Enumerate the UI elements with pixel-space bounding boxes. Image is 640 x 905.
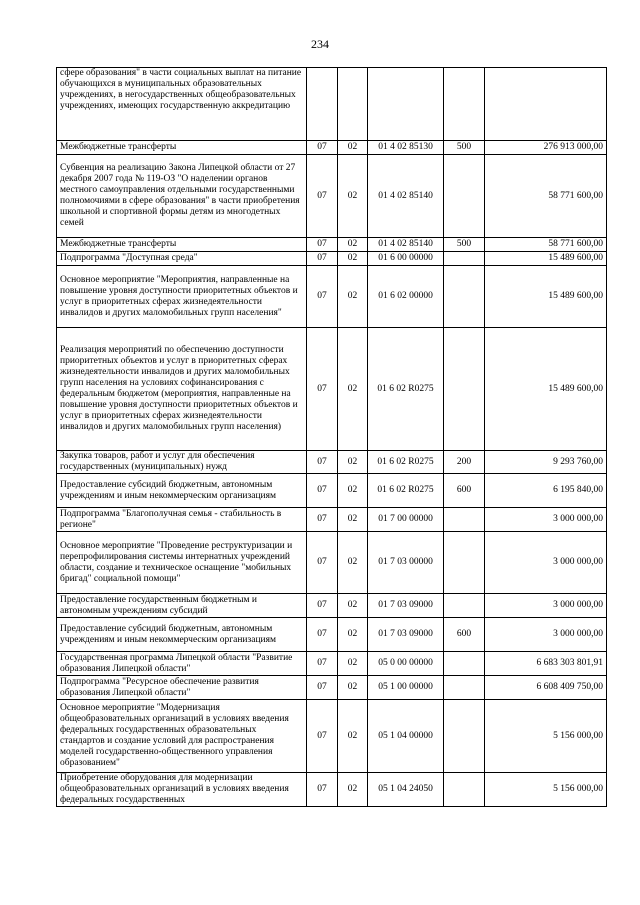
row-name: Основное мероприятие "Модернизация общеобразовательных организаций в условиях введения федеральных государственных образовательных стандартов и создание условий для распространения моделей государственно-общественного управления образованием" (57, 700, 307, 773)
table-row (57, 474, 607, 508)
row-target-item: 05 1 04 00000 (368, 700, 444, 773)
row-subsection: 02 (338, 141, 368, 155)
row-section: 07 (307, 141, 338, 155)
row-section: 07 (307, 773, 338, 807)
row-subsection: 02 (338, 700, 368, 773)
row-section: 07 (307, 652, 338, 676)
row-amount: 3 000 000,00 (485, 532, 607, 594)
row-amount: 276 913 000,00 (485, 141, 607, 155)
table-row (57, 266, 607, 328)
table-row (57, 141, 607, 155)
row-amount: 58 771 600,00 (485, 238, 607, 252)
row-name: Основное мероприятие "Мероприятия, направленные на повышение уровня доступности приоритетных объектов и услуг в приоритетных сферах жизнедеятельности инвалидов и других маломобильных групп населения" (57, 266, 307, 328)
row-expense-type (444, 508, 485, 532)
row-target-item: 01 7 03 09000 (368, 618, 444, 652)
page-number: 234 (311, 37, 329, 51)
row-target-item: 01 7 03 00000 (368, 532, 444, 594)
row-target-item: 01 4 02 85140 (368, 155, 444, 238)
row-subsection: 02 (338, 618, 368, 652)
row-amount (485, 68, 607, 141)
row-expense-type (444, 252, 485, 266)
table-row (57, 328, 607, 451)
row-subsection: 02 (338, 773, 368, 807)
row-section: 07 (307, 238, 338, 252)
row-amount: 15 489 600,00 (485, 252, 607, 266)
row-section: 07 (307, 451, 338, 474)
row-name: Подпрограмма "Ресурсное обеспечение развития образования Липецкой области" (57, 676, 307, 700)
row-name: сфере образования" в части социальных выплат на питание обучающихся в муниципальных образовательных учреждениях, в негосударственных общеобразовательных учреждениях, имеющих государственную аккредитацию (57, 68, 307, 141)
row-name: Закупка товаров, работ и услуг для обеспечения государственных (муниципальных) нужд (57, 451, 307, 474)
table-row (57, 594, 607, 618)
row-expense-type (444, 652, 485, 676)
row-amount: 5 156 000,00 (485, 700, 607, 773)
table-row (57, 451, 607, 474)
row-section: 07 (307, 252, 338, 266)
row-expense-type (444, 266, 485, 328)
table-row (57, 618, 607, 652)
row-target-item: 01 4 02 85140 (368, 238, 444, 252)
row-subsection: 02 (338, 252, 368, 266)
row-target-item: 01 7 03 09000 (368, 594, 444, 618)
row-expense-type (444, 532, 485, 594)
row-expense-type (444, 700, 485, 773)
row-name: Реализация мероприятий по обеспечению доступности приоритетных объектов и услуг в приоритетных сферах жизнедеятельности инвалидов и других маломобильных групп населения на условиях софинансирования с федеральным бюджетом (мероприятия, направленные на повышение уровня доступности приоритетных объектов и услуг в приоритетных сферах жизнедеятельности инвалидов и других маломобильных групп населения) (57, 328, 307, 451)
row-name: Подпрограмма "Доступная среда" (57, 252, 307, 266)
row-name: Государственная программа Липецкой области "Развитие образования Липецкой области" (57, 652, 307, 676)
table-row (57, 652, 607, 676)
budget-table (56, 67, 607, 807)
row-amount: 3 000 000,00 (485, 508, 607, 532)
row-amount: 58 771 600,00 (485, 155, 607, 238)
row-amount: 3 000 000,00 (485, 618, 607, 652)
row-subsection: 02 (338, 155, 368, 238)
table-row (57, 68, 607, 141)
row-section: 07 (307, 328, 338, 451)
row-amount: 15 489 600,00 (485, 266, 607, 328)
row-section: 07 (307, 618, 338, 652)
row-expense-type (444, 68, 485, 141)
table-row (57, 508, 607, 532)
row-expense-type: 500 (444, 141, 485, 155)
row-section: 07 (307, 474, 338, 508)
row-subsection: 02 (338, 474, 368, 508)
row-section (307, 68, 338, 141)
table-row (57, 773, 607, 807)
table-row (57, 238, 607, 252)
row-section: 07 (307, 508, 338, 532)
table-row (57, 700, 607, 773)
row-target-item: 01 6 02 R0275 (368, 451, 444, 474)
row-subsection: 02 (338, 238, 368, 252)
row-name: Предоставление субсидий бюджетным, автономным учреждениям и иным некоммерческим организациям (57, 474, 307, 508)
row-target-item: 05 0 00 00000 (368, 652, 444, 676)
row-target-item: 05 1 04 24050 (368, 773, 444, 807)
row-expense-type (444, 328, 485, 451)
row-section: 07 (307, 155, 338, 238)
row-target-item: 01 6 02 R0275 (368, 474, 444, 508)
row-subsection: 02 (338, 676, 368, 700)
row-subsection: 02 (338, 532, 368, 594)
row-amount: 6 195 840,00 (485, 474, 607, 508)
row-amount: 6 683 303 801,91 (485, 652, 607, 676)
row-amount: 3 000 000,00 (485, 594, 607, 618)
row-section: 07 (307, 700, 338, 773)
row-amount: 5 156 000,00 (485, 773, 607, 807)
row-subsection: 02 (338, 328, 368, 451)
row-amount: 9 293 760,00 (485, 451, 607, 474)
table-row (57, 155, 607, 238)
row-target-item: 05 1 00 00000 (368, 676, 444, 700)
row-target-item (368, 68, 444, 141)
row-subsection: 02 (338, 451, 368, 474)
row-subsection: 02 (338, 652, 368, 676)
row-target-item: 01 4 02 85130 (368, 141, 444, 155)
table-row (57, 252, 607, 266)
row-subsection: 02 (338, 266, 368, 328)
row-expense-type: 600 (444, 618, 485, 652)
row-section: 07 (307, 594, 338, 618)
row-target-item: 01 6 02 R0275 (368, 328, 444, 451)
row-expense-type (444, 676, 485, 700)
row-name: Предоставление государственным бюджетным и автономным учреждениям субсидий (57, 594, 307, 618)
row-expense-type (444, 773, 485, 807)
row-name: Предоставление субсидий бюджетным, автономным учреждениям и иным некоммерческим организациям (57, 618, 307, 652)
table-row (57, 532, 607, 594)
row-name: Основное мероприятие "Проведение реструктуризации и перепрофилирования системы интернатных учреждений области, создание и техническое оснащение "мобильных бригад" социальной помощи" (57, 532, 307, 594)
row-name: Подпрограмма "Благополучная семья - стабильность в регионе" (57, 508, 307, 532)
row-name: Межбюджетные трансферты (57, 238, 307, 252)
row-subsection: 02 (338, 594, 368, 618)
row-expense-type: 600 (444, 474, 485, 508)
table-row (57, 676, 607, 700)
budget-table-body (57, 68, 607, 807)
row-section: 07 (307, 532, 338, 594)
row-amount: 15 489 600,00 (485, 328, 607, 451)
row-target-item: 01 6 02 00000 (368, 266, 444, 328)
row-name: Приобретение оборудования для модернизации общеобразовательных организаций в условиях введения федеральных государственных (57, 773, 307, 807)
row-expense-type (444, 155, 485, 238)
row-expense-type: 500 (444, 238, 485, 252)
row-amount: 6 608 409 750,00 (485, 676, 607, 700)
row-section: 07 (307, 676, 338, 700)
row-name: Субвенция на реализацию Закона Липецкой области от 27 декабря 2007 года № 119-ОЗ "О наделении органов местного самоуправления отдельными государственными полномочиями в сфере образования" в части приобретения школьной и спортивной формы детям из многодетных семей (57, 155, 307, 238)
row-section: 07 (307, 266, 338, 328)
row-expense-type: 200 (444, 451, 485, 474)
row-name: Межбюджетные трансферты (57, 141, 307, 155)
row-subsection: 02 (338, 508, 368, 532)
row-subsection (338, 68, 368, 141)
row-target-item: 01 7 00 00000 (368, 508, 444, 532)
row-target-item: 01 6 00 00000 (368, 252, 444, 266)
row-expense-type (444, 594, 485, 618)
